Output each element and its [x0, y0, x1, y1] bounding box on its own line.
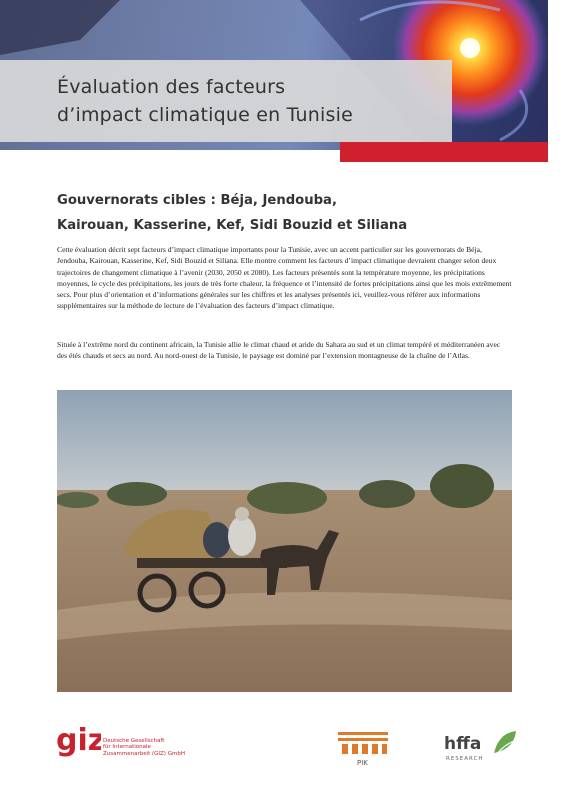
giz-name-line-2: für Internationale	[103, 744, 151, 751]
title-box	[0, 60, 452, 142]
page-title-line-2: d’impact climatique en Tunisie	[57, 104, 353, 126]
giz-name-line-3: Zusammenarbeit (GIZ) GmbH	[103, 750, 185, 757]
giz-name-line-1: Deutsche Gesellschaft	[103, 738, 165, 744]
giz-logo	[56, 722, 101, 767]
subtitle-line-1: Gouvernorats cibles : Béja, Jendouba,	[57, 193, 337, 208]
intro-paragraph: Cette évaluation décrit sept facteurs d’impact climatique importants pour la Tunisie, avec un accent particulier sur les gouvernorats de Béja, Jendouba, Kairouan, Kasserine, Kef, Sidi Bouzid et Siliana. Elle montre comment les facteurs d’impact climatique devraient changer selon deux trajectoires de changement climatique à l’avenir (2030, 2050 et 2080). Les facteurs présentés sont la température moyenne, les précipitations moyennes, le cycle des précipitations, les jours de très forte chaleur, la fréquence et l’intensité de fortes précipitations ainsi que les mois extrêmement secs. Pour plus d’orientation et d’informations générales sur les chiffres et les analyses présentés ici, veuillez-vous référer aux informations supplémentaires sur la méthode de lecture de l’évaluation des facteurs d’impact climatique.	[57, 245, 512, 311]
hffa-subtitle: RESEARCH	[446, 756, 484, 762]
donkey-cart-photo	[57, 390, 512, 692]
pik-label: PIK	[357, 759, 368, 767]
red-accent-bar	[340, 142, 548, 162]
hffa-wordmark: hffa	[444, 734, 482, 754]
giz-wordmark: giz	[56, 723, 101, 758]
hffa-research-logo	[444, 727, 520, 772]
page-title-line-1: Évaluation des facteurs	[57, 76, 286, 98]
pik-logo	[336, 728, 392, 773]
geography-paragraph: Située à l’extrême nord du continent africain, la Tunisie allie le climat chaud et aride du Sahara au sud et un climat tempéré et méditerranéen avec des étés chauds et secs au nord. Au nord-ouest de la Tunisie, le paysage est dominé par l’extension montagneuse de la chaîne de l’Atlas.	[57, 340, 501, 361]
subtitle-line-2: Kairouan, Kasserine, Kef, Sidi Bouzid et Siliana	[57, 218, 408, 233]
giz-full-name	[103, 738, 185, 757]
